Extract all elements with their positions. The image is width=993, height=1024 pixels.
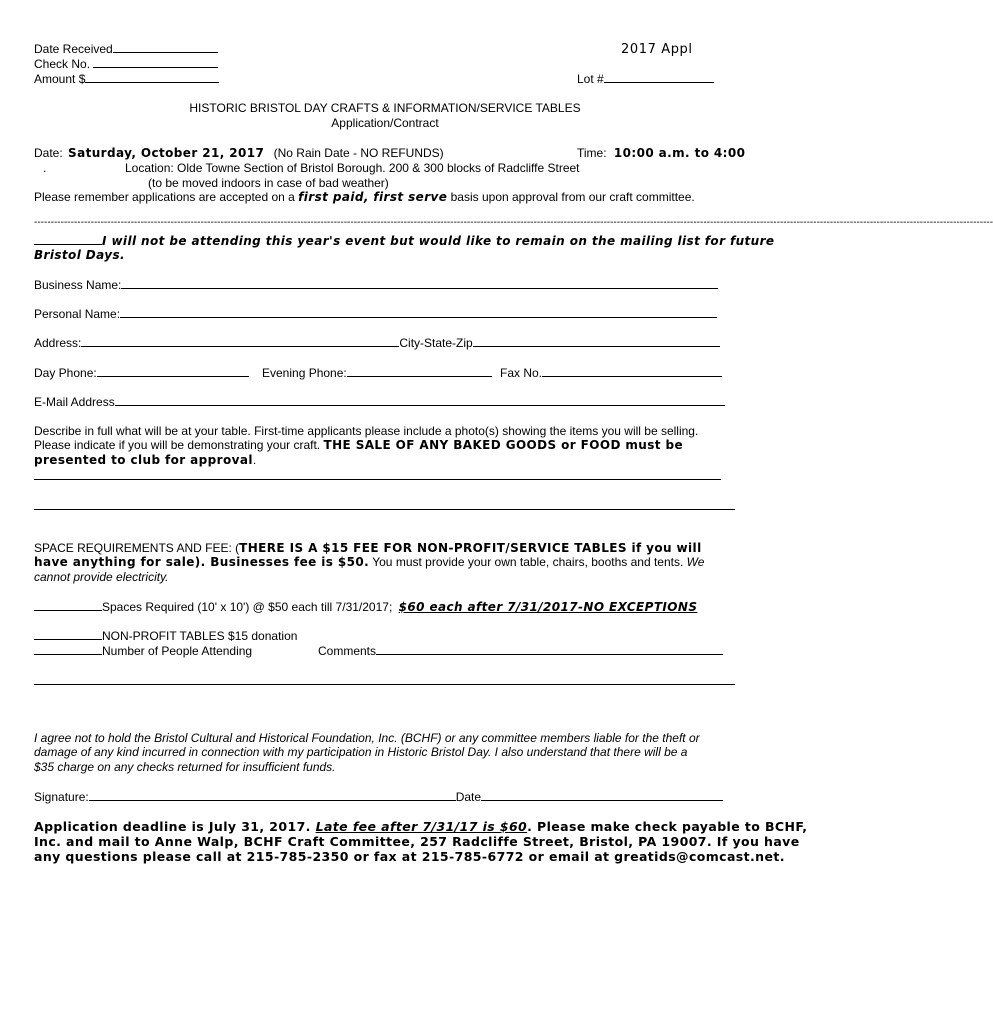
comments-blank-line[interactable] — [34, 684, 735, 685]
email-field[interactable] — [34, 395, 725, 410]
personal-name-blank[interactable] — [120, 307, 717, 318]
describe-line2-pre: Please indicate if you will be demonstrating your craft. — [34, 438, 321, 452]
evening-phone-label: Evening Phone: — [262, 366, 347, 380]
mailing-list-blank[interactable] — [34, 234, 102, 245]
event-time-value: 10:00 a.m. to 4:00 — [613, 146, 746, 160]
signature-date-blank[interactable] — [481, 790, 723, 801]
deadline-line3: any questions please call at 215-785-2350 or fax at 215-785-6772 or email at greatids@comcast.net. — [34, 849, 785, 864]
remember-note — [34, 190, 695, 205]
agreement-line2: damage of any kind incurred in connection with my participation in Historic Bristol Day. I also understand that there will be a — [34, 745, 688, 759]
address-blank[interactable] — [81, 336, 399, 347]
stray-dot: . — [43, 161, 47, 175]
comments-field[interactable] — [318, 644, 723, 659]
space-line2-post: You must provide your own table, chairs, booths and tents. — [372, 555, 684, 569]
space-line2 — [34, 555, 704, 570]
lot-blank[interactable] — [604, 72, 714, 83]
event-time-line — [577, 146, 745, 161]
describe-blank-line-1[interactable] — [34, 479, 721, 480]
nonprofit-label: NON-PROFIT TABLES $15 donation — [102, 629, 298, 643]
year-appl: 2017 Appl — [621, 42, 693, 57]
event-date-label: Date: — [34, 146, 63, 160]
check-no-label: Check No. — [34, 57, 91, 71]
lot-label: Lot # — [577, 72, 604, 86]
remember-pre: Please remember applications are accepted on a — [34, 190, 295, 204]
deadline-pre: Application deadline is July 31, 2017. — [34, 819, 311, 834]
date-received-label: Date Received — [34, 42, 113, 56]
event-date-value: Saturday, October 21, 2017 — [68, 146, 265, 160]
email-label: E-Mail Address — [34, 395, 115, 409]
describe-line3 — [34, 453, 256, 468]
space-line2-bold: have anything for sale). Businesses fee is $50. — [34, 555, 370, 569]
describe-line2 — [34, 438, 683, 453]
check-no-blank[interactable] — [93, 57, 218, 68]
email-blank[interactable] — [115, 395, 725, 406]
date-received-field[interactable] — [34, 42, 218, 57]
space-line3: cannot provide electricity. — [34, 570, 169, 584]
fax-blank[interactable] — [542, 366, 722, 377]
day-phone-label: Day Phone: — [34, 366, 97, 380]
city-state-zip-blank[interactable] — [473, 336, 720, 347]
spaces-required-field[interactable] — [34, 600, 697, 615]
space-line1-pre: SPACE REQUIREMENTS AND FEE: ( — [34, 541, 240, 555]
page-subtitle: Application/Contract — [331, 116, 439, 130]
agreement-line1: I agree not to hold the Bristol Cultural and Historical Foundation, Inc. (BCHF) or any committee members liable for the theft or — [34, 731, 700, 745]
page-title: HISTORIC BRISTOL DAY CRAFTS & INFORMATION/SERVICE TABLES — [189, 101, 581, 115]
signature-date-label: Date — [455, 790, 482, 804]
event-date-line — [34, 146, 444, 161]
city-state-zip-label: City-State-Zip — [399, 336, 473, 350]
deadline-late-fee: Late fee after 7/31/17 is $60 — [315, 819, 528, 834]
deadline-line2: Inc. and mail to Anne Walp, BCHF Craft Committee, 257 Radcliffe Street, Bristol, PA 19007. If you have — [34, 834, 800, 849]
space-line1-bold: THERE IS A $15 FEE FOR NON-PROFIT/SERVICE TABLES if you will — [239, 541, 702, 555]
deadline-line1 — [34, 819, 807, 834]
spaces-required-blank[interactable] — [34, 600, 102, 611]
describe-line2-bold: THE SALE OF ANY BAKED GOODS or FOOD must be — [323, 438, 684, 452]
people-attending-blank[interactable] — [34, 644, 102, 655]
evening-phone-blank[interactable] — [347, 366, 492, 377]
day-phone-field[interactable] — [34, 366, 249, 381]
date-received-blank[interactable] — [113, 42, 218, 53]
describe-line3-end: . — [252, 453, 257, 467]
spaces-required-label: Spaces Required (10' x 10') @ $50 each till 7/31/2017; — [102, 600, 393, 614]
amount-field[interactable] — [34, 72, 219, 87]
signature-blank[interactable] — [89, 790, 456, 801]
lot-field[interactable] — [577, 72, 714, 87]
people-attending-field[interactable] — [34, 644, 252, 659]
signature-field[interactable] — [34, 790, 723, 805]
describe-line3-bold: presented to club for approval — [34, 453, 253, 467]
business-name-field[interactable] — [34, 278, 718, 293]
event-location: Location: Olde Towne Section of Bristol Borough. 200 & 300 blocks of Radcliffe Street — [125, 161, 580, 175]
address-label: Address: — [34, 336, 82, 350]
nonprofit-blank[interactable] — [34, 629, 102, 640]
amount-label: Amount $ — [34, 72, 86, 86]
mailing-list-line2: Bristol Days. — [34, 248, 126, 262]
indoors-note: (to be moved indoors in case of bad weather) — [148, 176, 389, 190]
amount-blank[interactable] — [85, 72, 219, 83]
business-name-label: Business Name: — [34, 278, 122, 292]
fax-field[interactable] — [500, 366, 722, 381]
people-attending-label: Number of People Attending — [102, 644, 253, 658]
agreement-line3: $35 charge on any checks returned for insufficient funds. — [34, 760, 336, 774]
describe-line1: Describe in full what will be at your table. First-time applicants please include a photo(s) showing the items you will be selling. — [34, 424, 699, 438]
nonprofit-field[interactable] — [34, 629, 297, 644]
signature-label: Signature: — [34, 790, 89, 804]
business-name-blank[interactable] — [121, 278, 718, 289]
personal-name-label: Personal Name: — [34, 307, 121, 321]
mailing-list-line1: I will not be attending this year's event but would like to remain on the mailing list for future — [102, 234, 775, 248]
evening-phone-field[interactable] — [262, 366, 492, 381]
comments-blank[interactable] — [376, 644, 723, 655]
check-no-field[interactable] — [34, 57, 218, 72]
comments-label: Comments — [318, 644, 377, 658]
space-line1 — [34, 541, 702, 556]
fax-label: Fax No. — [500, 366, 543, 380]
deadline-post: . Please make check payable to BCHF, — [527, 819, 808, 834]
event-time-label: Time: — [577, 146, 607, 160]
dashed-separator: ------------------------------------------------------------------------------------------------------------------------------------------------------------------------------------------------------------------------------------------------------------------------------------------------ — [34, 217, 993, 228]
mailing-list-option[interactable] — [34, 234, 774, 249]
describe-blank-line-2[interactable] — [34, 509, 735, 510]
remember-bold: first paid, first serve — [298, 190, 448, 204]
rain-note: (No Rain Date - NO REFUNDS) — [273, 146, 444, 160]
address-field[interactable] — [34, 336, 720, 351]
personal-name-field[interactable] — [34, 307, 717, 322]
day-phone-blank[interactable] — [97, 366, 249, 377]
late-fee-notice: $60 each after 7/31/2017-NO EXCEPTIONS — [398, 600, 698, 614]
remember-post: basis upon approval from our craft committee. — [450, 190, 695, 204]
space-line2-italic: We — [686, 555, 705, 569]
